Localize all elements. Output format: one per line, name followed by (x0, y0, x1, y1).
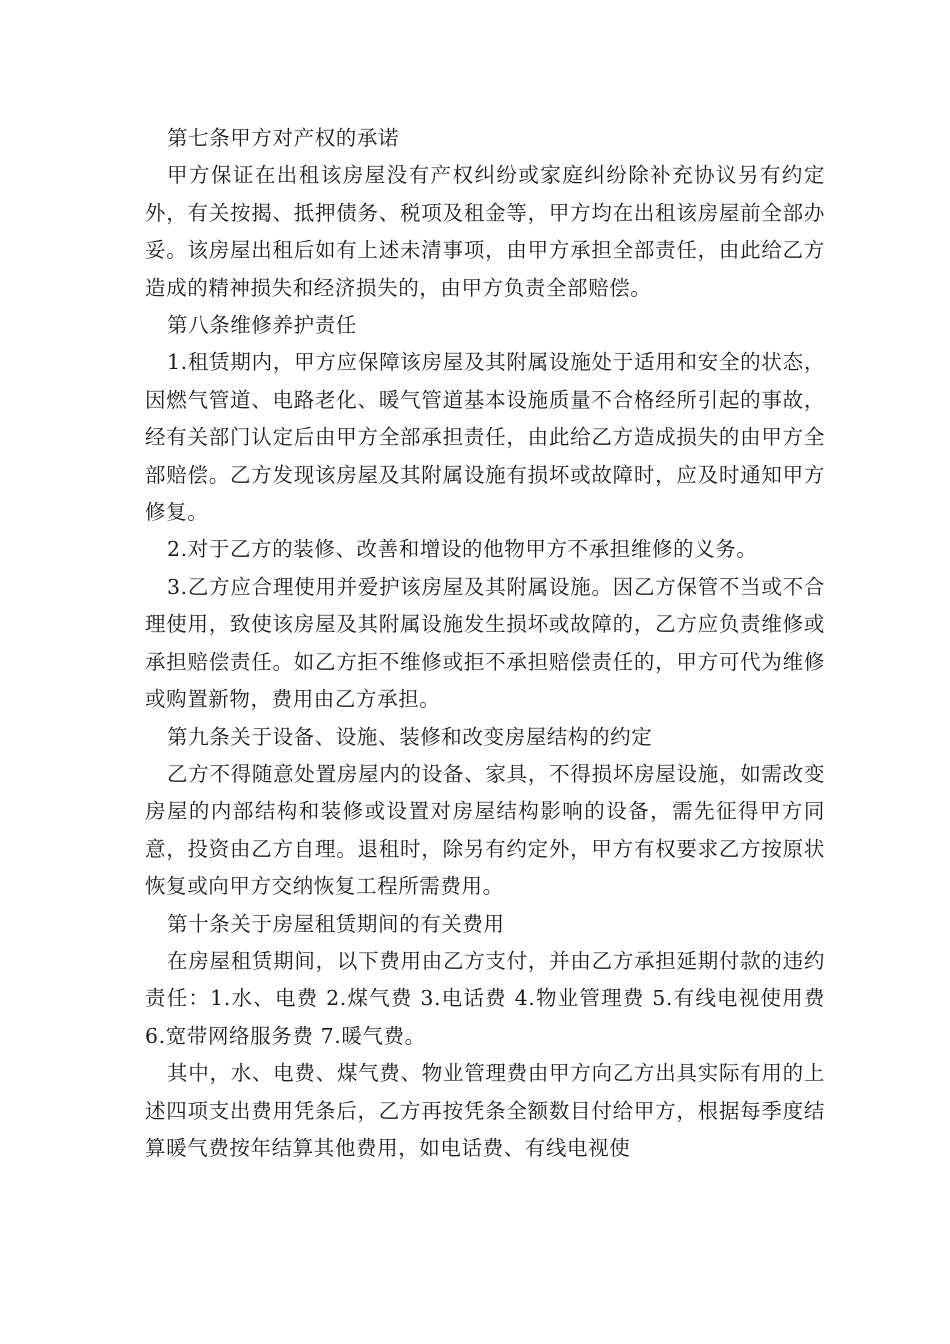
article-10-paragraph-1: 在房屋租赁期间，以下费用由乙方支付，并由乙方承担延期付款的违约责任：1.水、电费 2.煤气费 3.电话费 4.物业管理费 5.有线电视使用费 6.宽带网络服务费 7.暖气费。 (145, 948, 825, 1048)
article-9-paragraph: 乙方不得随意处置房屋内的设备、家具，不得损坏房屋设施，如需改变房屋的内部结构和装修或设置对房屋结构影响的设备，需先征得甲方同意，投资由乙方自理。退租时，除另有约定外，甲方有权要求乙方按原状恢复或向甲方交纳恢复工程所需费用。 (145, 761, 825, 899)
article-10-heading: 第十条关于房屋租赁期间的有关费用 (167, 911, 505, 936)
article-9-heading: 第九条关于设备、设施、装修和改变房屋结构的约定 (167, 724, 653, 749)
article-7-heading: 第七条甲方对产权的承诺 (167, 126, 400, 150)
document-body (145, 120, 825, 1167)
article-8-item-3: 3.乙方应合理使用并爱护该房屋及其附属设施。因乙方保管不当或不合理使用，致使该房屋及其附属设施发生损坏或故障的，乙方应负责维修或承担赔偿责任。如乙方拒不维修或拒不承担赔偿责任的，甲方可代为维修或购置新物，费用由乙方承担。 (145, 574, 825, 712)
article-8-heading: 第八条维修养护责任 (167, 313, 357, 338)
article-8-item-2: 2.对于乙方的装修、改善和增设的他物甲方不承担维修的义务。 (167, 537, 758, 562)
article-8-item-1: 1.租赁期内，甲方应保障该房屋及其附属设施处于适用和安全的状态，因燃气管道、电路老化、暖气管道基本设施质量不合格经所引起的事故，经有关部门认定后由甲方全部承担责任，由此给乙方造成损失的由甲方全部赔偿。乙方发现该房屋及其附属设施有损坏或故障时，应及时通知甲方修复。 (145, 350, 825, 525)
article-7-paragraph: 甲方保证在出租该房屋没有产权纠纷或家庭纠纷除补充协议另有约定外，有关按揭、抵押债务、税项及租金等，甲方均在出租该房屋前全部办妥。该房屋出租后如有上述未清事项，由甲方承担全部责任，由此给乙方造成的精神损失和经济损失的，由甲方负责全部赔偿。 (145, 163, 825, 300)
article-10-paragraph-2: 其中，水、电费、煤气费、物业管理费由甲方向乙方出具实际有用的上述四项支出费用凭条后，乙方再按凭条全额数目付给甲方，根据每季度结算暖气费按年结算其他费用，如电话费、有线电视使 (145, 1061, 825, 1160)
